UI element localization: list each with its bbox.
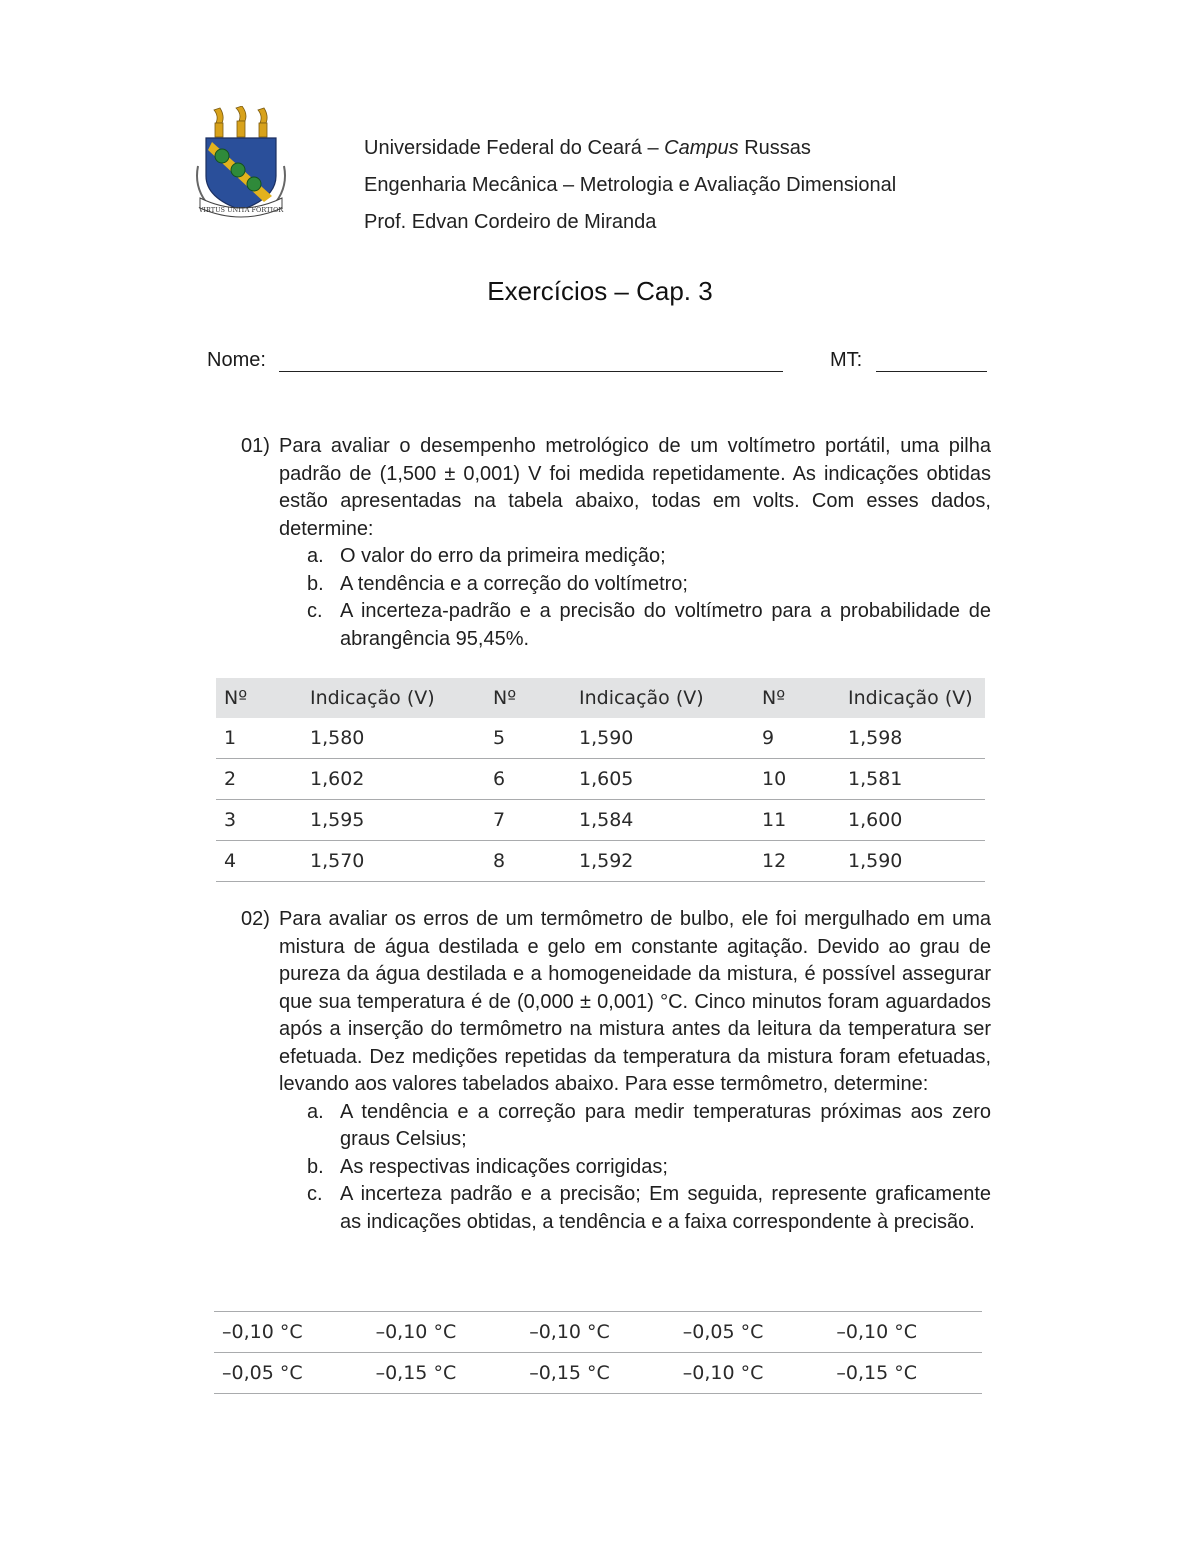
table-header-row: [216, 678, 985, 718]
table-cell: 5: [485, 718, 571, 759]
question-2-item-b: b. As respectivas indicações corrigidas;: [307, 1155, 668, 1178]
table-cell: 7: [485, 800, 571, 841]
table-cell: 1,602: [302, 759, 485, 800]
table-cell: 4: [216, 841, 302, 882]
question-2-text: Para avaliar os erros de um termômetro de bulbo, ele foi mergulhado em uma mistura de água destilada e gelo em constante agitação. Devido ao grau de pureza da água destilada e a homogeneidade da mistura, é possível assegurar que sua temperatura é de (0,000 ± 0,001) °C. Cinco minutos foram aguardados após a inserção do termômetro na mistura antes da leitura da temperatura ser efetuada. Dez medições repetidas da temperatura da mistura foram efetuadas, levando aos valores tabelados abaixo. Para esse termômetro, determine:: [279, 908, 991, 1095]
table-cell: 1,598: [840, 718, 985, 759]
table-cell: 1,595: [302, 800, 485, 841]
table-cell: 1,605: [571, 759, 754, 800]
table-header-cell: Indicação (V): [302, 678, 485, 718]
thermometer-readings-table: [214, 1311, 982, 1394]
question-2-number: 02): [241, 908, 270, 930]
table-cell: 1,590: [840, 841, 985, 882]
header-university-line: Universidade Federal do Ceará – Campus Russas: [364, 137, 811, 159]
table-cell: 10: [754, 759, 840, 800]
table-cell: 8: [485, 841, 571, 882]
table-row: [216, 800, 985, 841]
table-cell: 1,590: [571, 718, 754, 759]
table-row: [216, 718, 985, 759]
table-cell: –0,15 °C: [828, 1353, 982, 1394]
table-cell: 11: [754, 800, 840, 841]
table-cell: 6: [485, 759, 571, 800]
question-1-text: Para avaliar o desempenho metrológico de um voltímetro portátil, uma pilha padrão de (1,500 ± 0,001) V foi medida repetidamente. As indicações obtidas estão apresentadas na tabela abaixo, todas em volts. Com esses dados, determine:: [279, 435, 991, 540]
table-cell: 9: [754, 718, 840, 759]
header-professor-line: Prof. Edvan Cordeiro de Miranda: [364, 211, 657, 233]
question-1-item-b: b. A tendência e a correção do voltímetro;: [307, 572, 688, 595]
table-cell: –0,10 °C: [828, 1312, 982, 1353]
question-1-item-c: c. A incerteza-padrão e a precisão do voltímetro para a probabilidade de abrangência 95,45%.: [307, 600, 991, 650]
table-cell: –0,05 °C: [214, 1353, 368, 1394]
voltmeter-readings-table: [216, 678, 985, 882]
table-header-cell: Nº: [216, 678, 302, 718]
table-header-cell: Indicação (V): [840, 678, 985, 718]
table-cell: 1,581: [840, 759, 985, 800]
nome-blank-line[interactable]: [279, 371, 783, 372]
table-row: [214, 1312, 982, 1353]
university-crest-logo: [192, 106, 290, 228]
page-title: Exercícios – Cap. 3: [487, 276, 713, 306]
table-cell: 1,600: [840, 800, 985, 841]
mt-blank-line[interactable]: [876, 371, 987, 372]
table-cell: –0,10 °C: [521, 1312, 675, 1353]
question-2-body: [279, 906, 991, 1236]
table-cell: –0,10 °C: [214, 1312, 368, 1353]
table-cell: 2: [216, 759, 302, 800]
table-cell: 1: [216, 718, 302, 759]
question-1-body: [279, 433, 991, 653]
question-2-item-c: c. A incerteza padrão e a precisão; Em seguida, represente graficamente as indicações obtidas, a tendência e a faixa correspondente à precisão.: [307, 1183, 991, 1233]
document-header: [364, 130, 896, 241]
table-row: [216, 841, 985, 882]
question-1-item-a: a. O valor do erro da primeira medição;: [307, 545, 666, 567]
table-cell: –0,10 °C: [675, 1353, 829, 1394]
table-cell: 1,584: [571, 800, 754, 841]
header-course-line: Engenharia Mecânica – Metrologia e Avaliação Dimensional: [364, 174, 897, 196]
table-row: [214, 1353, 982, 1394]
question-2-item-a: a. A tendência e a correção para medir temperaturas próximas aos zero graus Celsius;: [307, 1100, 991, 1150]
table-cell: –0,15 °C: [521, 1353, 675, 1394]
table-header-cell: Indicação (V): [571, 678, 754, 718]
table-cell: 3: [216, 800, 302, 841]
table-cell: 1,570: [302, 841, 485, 882]
table-cell: 1,592: [571, 841, 754, 882]
table-cell: 12: [754, 841, 840, 882]
table-cell: –0,10 °C: [368, 1312, 522, 1353]
logo-motto: VIRTUS UNITA FORTIOR: [198, 206, 284, 214]
campus-italic: Campus: [664, 137, 739, 159]
table-header-cell: Nº: [754, 678, 840, 718]
mt-label: MT:: [830, 349, 863, 371]
table-row: [216, 759, 985, 800]
table-cell: –0,05 °C: [675, 1312, 829, 1353]
table-header-cell: Nº: [485, 678, 571, 718]
question-1-number: 01): [241, 435, 270, 457]
table-cell: –0,15 °C: [368, 1353, 522, 1394]
nome-label: Nome:: [207, 349, 266, 371]
table-cell: 1,580: [302, 718, 485, 759]
